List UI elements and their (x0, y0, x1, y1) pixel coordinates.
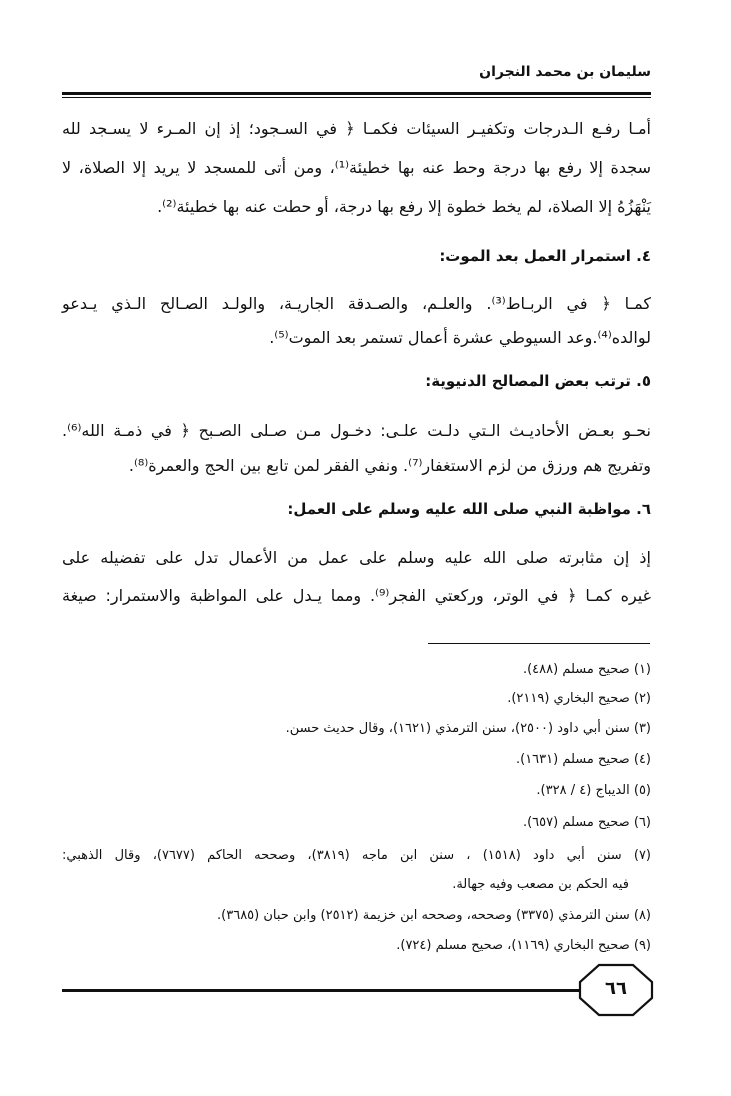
footnote: (٣) سنن أبي داود (٢٥٠٠)، سنن الترمذي (١٦٢١)، وقال حديث حسن. (285, 721, 651, 736)
body-line: وتفريج هم ورزق من لزم الاستغفار⁽⁷⁾. ونفي الفقر لمن تابع بين الحج والعمرة⁽⁸⁾. (128, 456, 651, 475)
body-line: أمـا رفـع الـدرجات وتكفيـر السيئات فكمـا ﴿ في السـجود؛ إذ إن المـرء لا يسـجد لله (62, 119, 651, 138)
footnote-continuation: فيه الحكم بن مصعب وفيه جهالة. (452, 877, 629, 892)
section-heading-5: ٥. ترتب بعض المصالح الدنيوية: (425, 372, 651, 390)
body-line: كمـا ﴿ في الربـاط⁽³⁾. والعلـم، والصـدقة الجاريـة، والولـد الصـالح الـذي يـدعو (62, 294, 652, 313)
body-line: لوالده⁽⁴⁾.وعد السيوطي عشرة أعمال تستمر بعد الموت⁽⁵⁾. (269, 328, 651, 347)
header-rule-thin (62, 97, 651, 98)
body-line: غيره كمـا ﴿ في الوتر، وركعتي الفجر⁽⁹⁾. ومما يـدل على المواظبة والاستمرار: صيغة (62, 586, 651, 605)
footnote: (٢) صحيح البخاري (٢١١٩). (507, 691, 651, 706)
section-heading-6: ٦. مواظبة النبي صلى الله عليه وسلم على العمل: (287, 500, 651, 518)
body-line: يَنْهَزُهُ إلا الصلاة، لم يخط خطوة إلا رفع بها درجة، أو حطت عنه بها خطيئة⁽²⁾. (157, 197, 651, 216)
footnote: (٦) صحيح مسلم (٦٥٧). (522, 815, 651, 830)
body-line: إذ إن مثابرته صلى الله عليه وسلم على عمل من الأعمال تدل على تفضيله على (62, 548, 651, 567)
section-heading-4: ٤. استمرار العمل بعد الموت: (439, 247, 651, 265)
footer-rule-left (62, 989, 582, 992)
body-line: سجدة إلا رفع بها درجة وحط عنه بها خطيئة⁽¹⁾، ومن أتى للمسجد لا يريد إلا الصلاة، لا (62, 158, 651, 177)
footnote: (٩) صحيح البخاري (١١٦٩)، صحيح مسلم (٧٢٤). (396, 938, 651, 953)
running-head-author: سليمان بن محمد النجران (479, 64, 651, 80)
footnote: (٤) صحيح مسلم (١٦٣١). (515, 752, 651, 767)
header-rule (62, 92, 651, 95)
body-line: نحـو بعـض الأحاديـث الـتي دلـت علـى: دخـول مـن صـلى الصـبح ﴿ في ذمـة الله⁽⁶⁾. (62, 421, 651, 440)
footnote-separator (428, 643, 650, 644)
footnote: (٧) سنن أبي داود (١٥١٨) ، سنن ابن ماجه (٣٨١٩)، وصححه الحاكم (٧٦٧٧)، وقال الذهبي: (62, 848, 651, 863)
page-number: ٦٦ (605, 978, 627, 999)
footnote: (٨) سنن الترمذي (٣٣٧٥) وصححه، وصححه ابن خزيمة (٢٥١٢) وابن حبان (٣٦٨٥). (217, 908, 651, 923)
footnote: (٥) الديباج (٤ / ٣٢٨). (536, 783, 651, 798)
footnote: (١) صحيح مسلم (٤٨٨). (522, 662, 651, 677)
